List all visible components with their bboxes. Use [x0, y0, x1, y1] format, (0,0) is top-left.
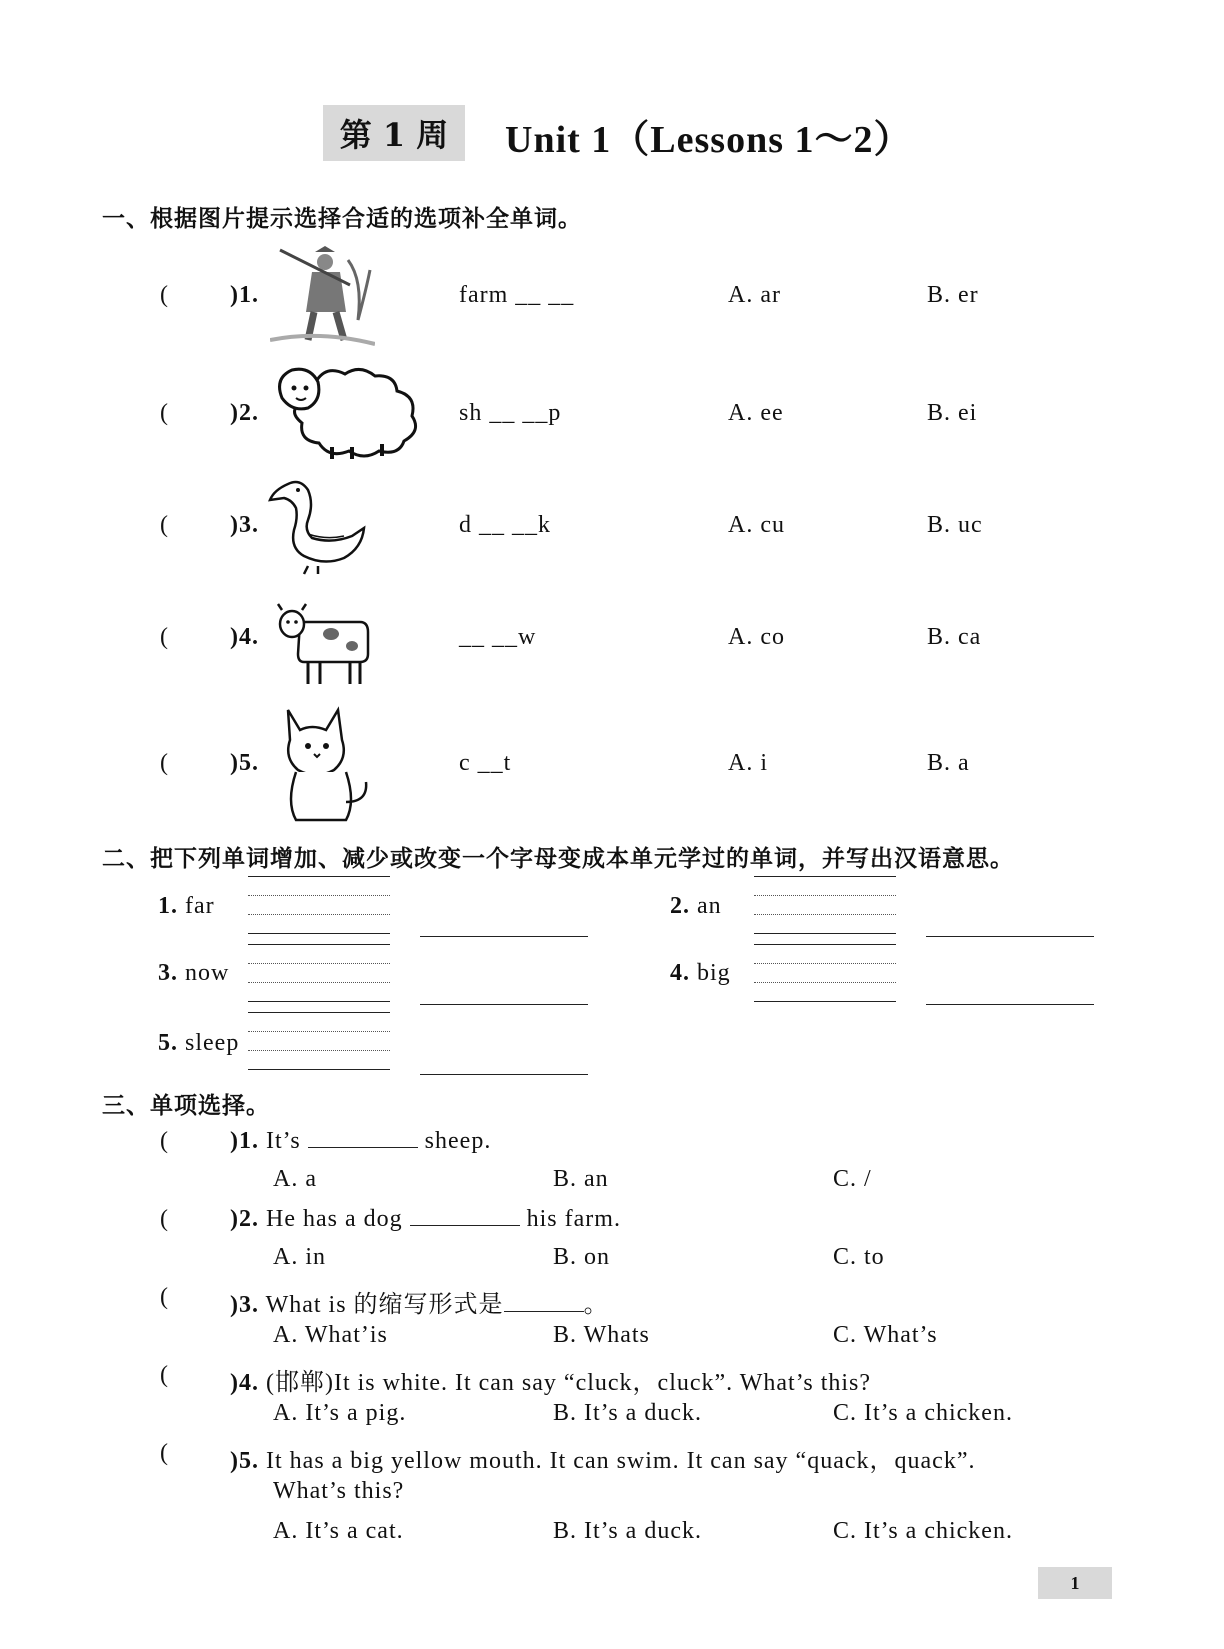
option-c[interactable]: C. What’s — [833, 1322, 938, 1348]
item-label: 3. now — [158, 960, 230, 986]
week-label: 第 1 周 — [323, 105, 465, 161]
option-b[interactable]: B. It’s a duck. — [553, 1518, 702, 1544]
option-c[interactable]: C. to — [833, 1244, 885, 1270]
option-a[interactable]: A. a — [273, 1166, 317, 1192]
farmer-icon — [270, 240, 375, 348]
question-number: )2. — [230, 400, 259, 426]
answer-paren[interactable]: ( — [160, 1206, 169, 1232]
answer-blank[interactable] — [410, 1224, 520, 1226]
duck-icon — [268, 472, 373, 577]
meaning-blank[interactable] — [420, 1004, 588, 1005]
meaning-blank[interactable] — [926, 1004, 1094, 1005]
answer-paren[interactable]: ( — [160, 512, 169, 538]
option-a[interactable]: A. i — [728, 750, 768, 776]
question-number: )5. — [230, 750, 259, 776]
item-label: 2. an — [670, 893, 722, 919]
question-text-line2: What’s this? — [273, 1478, 405, 1504]
answer-paren[interactable]: ( — [160, 624, 169, 650]
handwriting-lines[interactable] — [754, 944, 896, 1002]
page-number: 1 — [1038, 1567, 1112, 1599]
question-number: )4. — [230, 624, 259, 650]
handwriting-lines[interactable] — [754, 876, 896, 934]
cat-icon — [278, 702, 374, 824]
option-b[interactable]: B. ei — [927, 400, 978, 426]
answer-paren[interactable]: ( — [160, 400, 169, 426]
word-prompt: sh __ __p — [459, 400, 562, 426]
option-b[interactable]: B. uc — [927, 512, 983, 538]
handwriting-lines[interactable] — [248, 1012, 390, 1070]
answer-blank[interactable] — [504, 1310, 584, 1312]
option-a[interactable]: A. It’s a pig. — [273, 1400, 407, 1426]
option-c[interactable]: C. It’s a chicken. — [833, 1518, 1013, 1544]
answer-blank[interactable] — [308, 1146, 418, 1148]
option-b[interactable]: B. er — [927, 282, 979, 308]
answer-paren[interactable]: ( — [160, 282, 169, 308]
question-text: )5. It has a big yellow mouth. It can swim. It can say “quack，quack”. — [230, 1448, 976, 1474]
option-a[interactable]: A. ar — [728, 282, 781, 308]
word-prompt: farm __ __ — [459, 282, 575, 308]
question-text: )4. (邯郸)It is white. It can say “cluck，cluck”. What’s this? — [230, 1370, 872, 1396]
sheep-icon — [272, 362, 422, 462]
option-b[interactable]: B. It’s a duck. — [553, 1400, 702, 1426]
answer-paren[interactable]: ( — [160, 750, 169, 776]
item-label: 1. far — [158, 893, 215, 919]
option-a[interactable]: A. co — [728, 624, 785, 650]
question-number: )1. — [230, 282, 259, 308]
option-b[interactable]: B. on — [553, 1244, 611, 1270]
option-c[interactable]: C. / — [833, 1166, 872, 1192]
option-c[interactable]: C. It’s a chicken. — [833, 1400, 1013, 1426]
option-a[interactable]: A. cu — [728, 512, 785, 538]
option-a[interactable]: A. in — [273, 1244, 326, 1270]
option-b[interactable]: B. Whats — [553, 1322, 650, 1348]
question-text: )1. It’s sheep. — [230, 1128, 492, 1154]
answer-paren[interactable]: ( — [160, 1128, 169, 1154]
answer-paren[interactable]: ( — [160, 1362, 169, 1388]
question-text: )2. He has a dog his farm. — [230, 1206, 621, 1232]
section2-heading: 二、把下列单词增加、减少或改变一个字母变成本单元学过的单词，并写出汉语意思。 — [102, 846, 1014, 872]
meaning-blank[interactable] — [926, 936, 1094, 937]
word-prompt: d __ __k — [459, 512, 551, 538]
cow-icon — [276, 600, 374, 688]
option-a[interactable]: A. It’s a cat. — [273, 1518, 404, 1544]
option-b[interactable]: B. an — [553, 1166, 609, 1192]
meaning-blank[interactable] — [420, 936, 588, 937]
word-prompt: __ __w — [459, 624, 537, 650]
question-text: )3. What is 的缩写形式是 。 — [230, 1292, 609, 1318]
handwriting-lines[interactable] — [248, 876, 390, 934]
answer-paren[interactable]: ( — [160, 1440, 169, 1466]
option-b[interactable]: B. ca — [927, 624, 982, 650]
answer-paren[interactable]: ( — [160, 1284, 169, 1310]
handwriting-lines[interactable] — [248, 944, 390, 1002]
item-label: 4. big — [670, 960, 731, 986]
section1-heading: 一、根据图片提示选择合适的选项补全单词。 — [102, 206, 582, 232]
section3-heading: 三、单项选择。 — [102, 1093, 270, 1119]
option-a[interactable]: A. ee — [728, 400, 784, 426]
question-number: )3. — [230, 512, 259, 538]
option-b[interactable]: B. a — [927, 750, 970, 776]
item-label: 5. sleep — [158, 1030, 240, 1056]
unit-title: Unit 1（Lessons 1～2） — [505, 119, 913, 161]
word-prompt: c __t — [459, 750, 512, 776]
option-a[interactable]: A. What’is — [273, 1322, 388, 1348]
meaning-blank[interactable] — [420, 1074, 588, 1075]
